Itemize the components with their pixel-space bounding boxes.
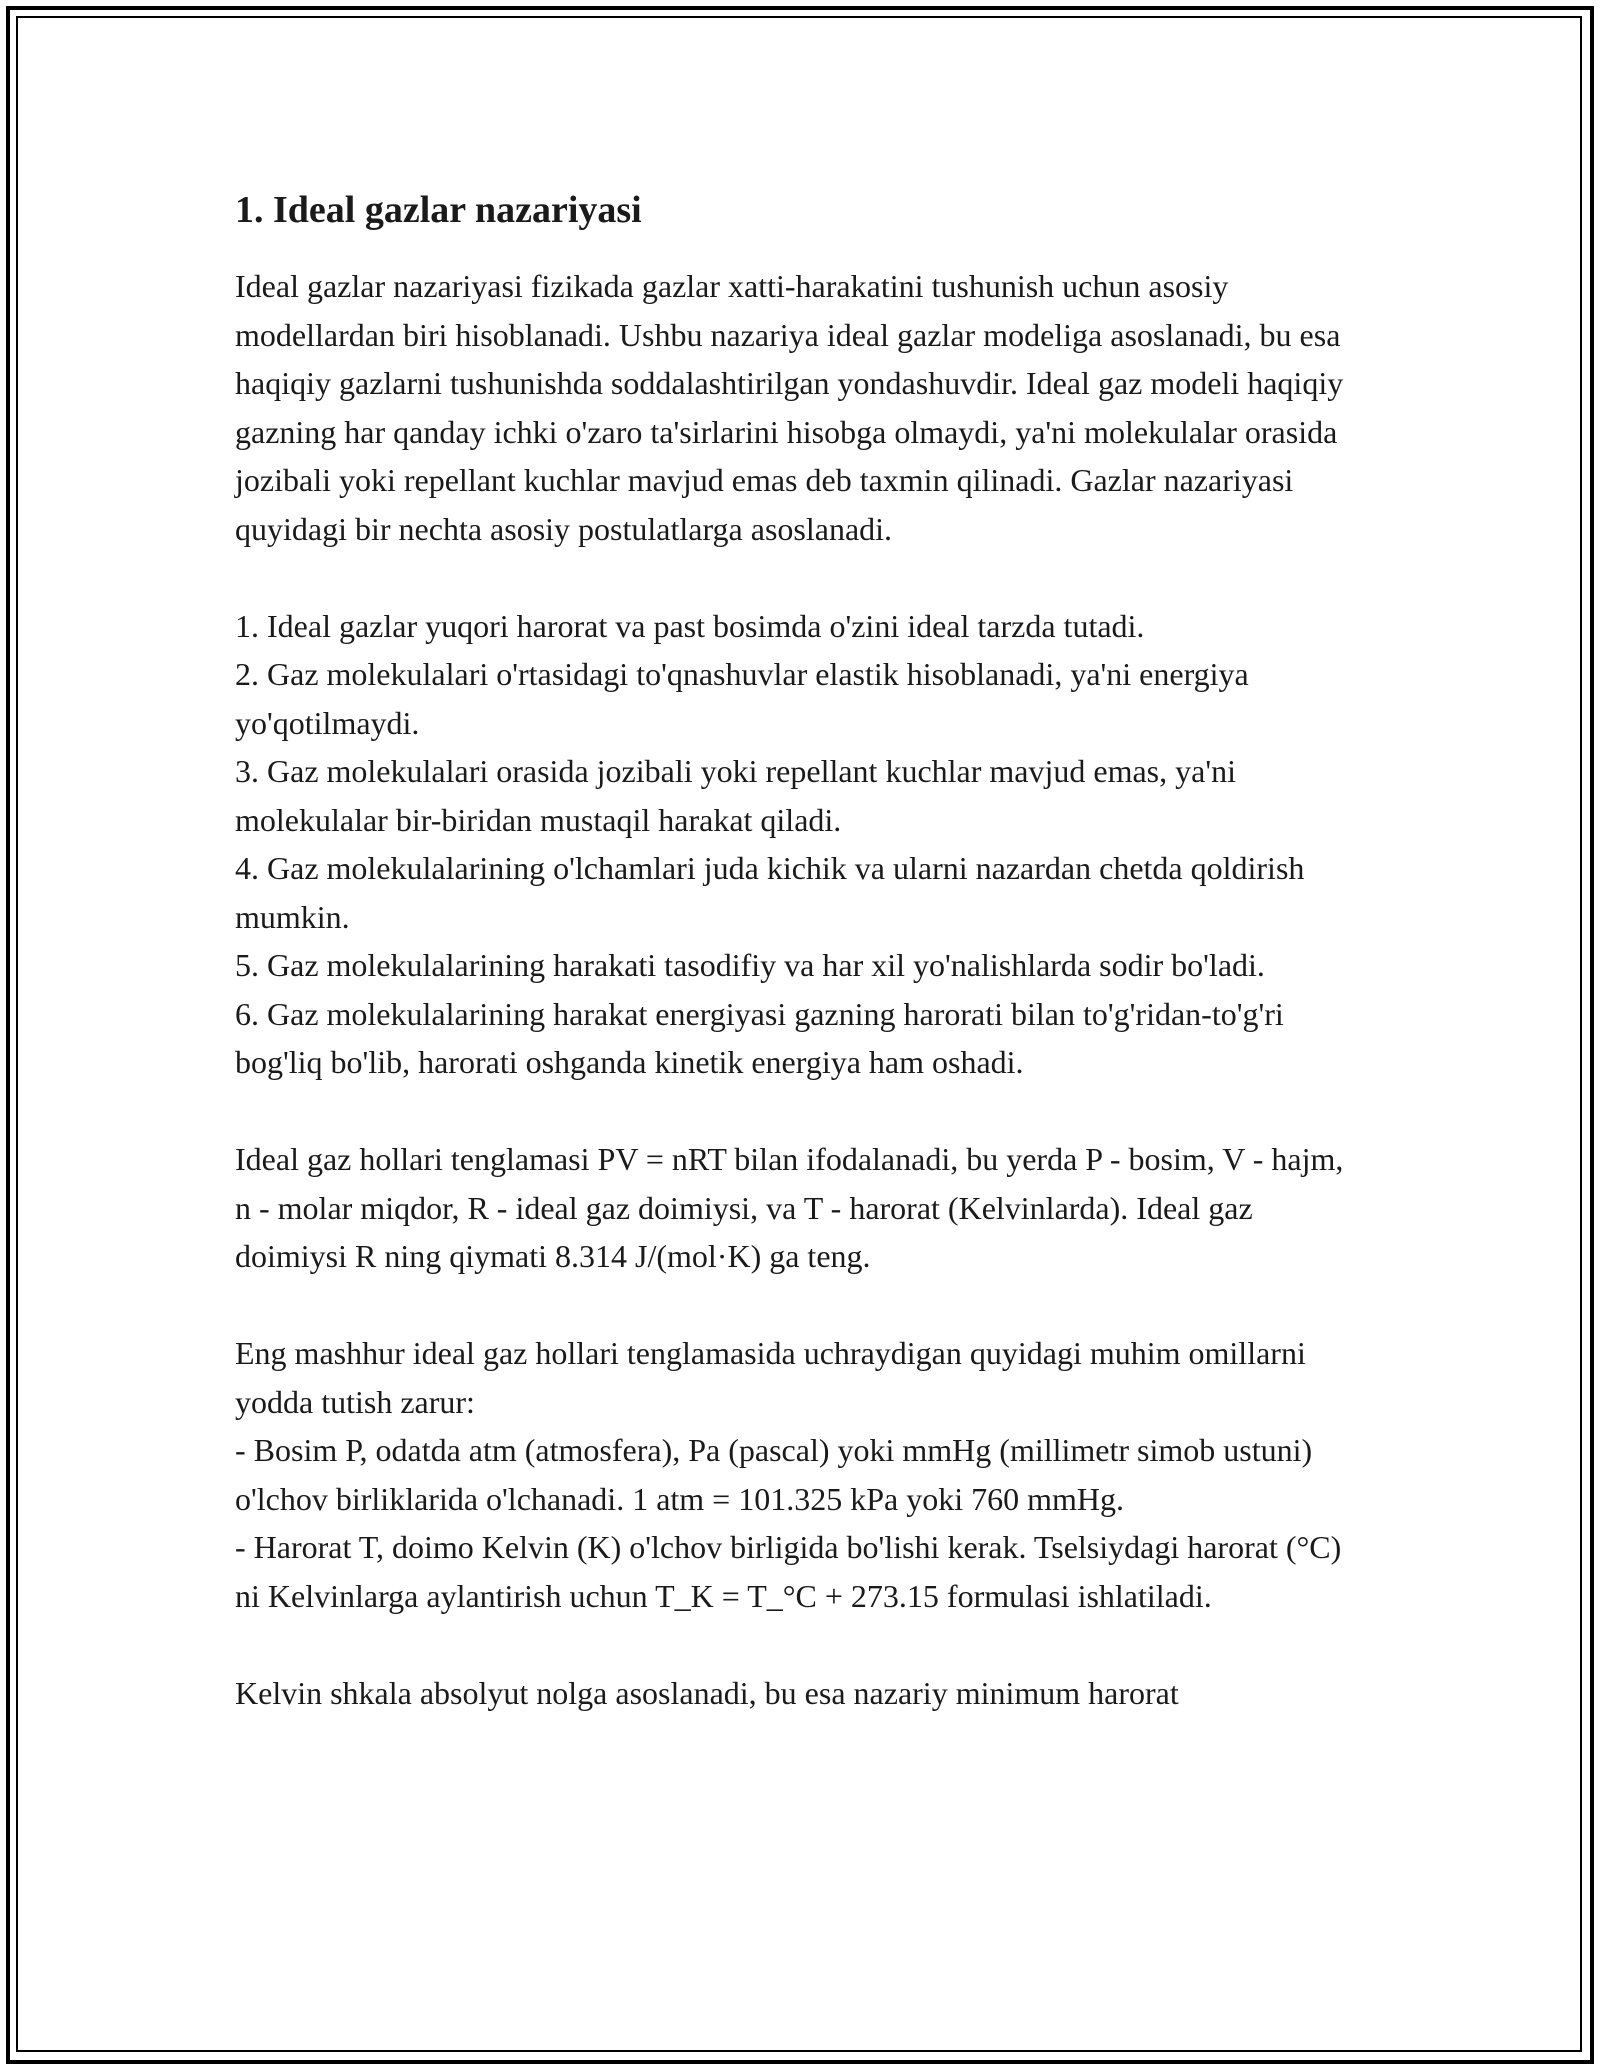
paragraph-spacer (235, 553, 1365, 602)
postulate-item: 1. Ideal gazlar yuqori harorat va past bosimda o'zini ideal tarzda tutadi. (235, 607, 1145, 644)
equation-paragraph: Ideal gaz hollari tenglamasi PV = nRT bilan ifodalanadi, bu yerda P - bosim, V - hajm, n - molar miqdor, R - ideal gaz doimiysi, va T - harorat (Kelvinlarda). Ideal gaz doimiysi R ning qiymati 8.314 J/(mol·K) ga teng. (235, 1141, 1344, 1274)
paragraph-spacer (235, 1281, 1365, 1330)
postulate-item: 4. Gaz molekulalarining o'lchamlari juda kichik va ularni nazardan chetda qoldirish mumkin. (235, 850, 1305, 935)
intro-paragraph: Ideal gazlar nazariyasi fizikada gazlar xatti-harakatini tushunish uchun asosiy modellardan biri hisoblanadi. Ushbu nazariya ideal gazlar modeliga asoslanadi, bu esa haqiqiy gazlarni tushunishda soddalashtirilgan yondashuvdir. Ideal gaz modeli haqiqiy gazning har qanday ichki o'zaro ta'sirlarini hisobga olmaydi, ya'ni molekulalar orasida jozibali yoki repellant kuchlar mavjud emas deb taxmin qilinadi. Gazlar nazariyasi quyidagi bir nechta asosiy postulatlarga asoslanadi. (235, 268, 1344, 547)
closing-paragraph: Kelvin shkala absolyut nolga asoslanadi, bu esa nazariy minimum harorat (235, 1674, 1179, 1711)
factor-item: - Harorat T, doimo Kelvin (K) o'lchov birligida bo'lishi kerak. Tselsiydagi harorat (°C) ni Kelvinlarga aylantirish uchun T_K = T_°C + 273.15 formulasi ishlatiladi. (235, 1529, 1342, 1614)
postulate-item: 6. Gaz molekulalarining harakat energiyasi gazning harorati bilan to'g'ridan-to'g'ri bog'liq bo'lib, harorati oshganda kinetik energiya ham oshadi. (235, 995, 1284, 1080)
postulate-item: 5. Gaz molekulalarining harakati tasodifiy va har xil yo'nalishlarda sodir bo'ladi. (235, 947, 1265, 983)
postulate-item: 2. Gaz molekulalari o'rtasidagi to'qnashuvlar elastik hisoblanadi, ya'ni energiya yo'qotilmaydi. (235, 656, 1249, 741)
paragraph-spacer (235, 1087, 1365, 1136)
document-body (235, 186, 1365, 1717)
postulate-item: 3. Gaz molekulalari orasida jozibali yoki repellant kuchlar mavjud emas, ya'ni molekulalar bir-biridan mustaqil harakat qiladi. (235, 753, 1236, 838)
factor-item: - Bosim P, odatda atm (atmosfera), Pa (pascal) yoki mmHg (millimetr simob ustuni) o'lchov birliklarida o'lchanadi. 1 atm = 101.325 kPa yoki 760 mmHg. (235, 1432, 1313, 1517)
factors-intro: Eng mashhur ideal gaz hollari tenglamasida uchraydigan quyidagi muhim omillarni yodda tutish zarur: (235, 1335, 1306, 1420)
paragraph-spacer (235, 1620, 1365, 1669)
section-title: 1. Ideal gazlar nazariyasi (235, 189, 642, 231)
